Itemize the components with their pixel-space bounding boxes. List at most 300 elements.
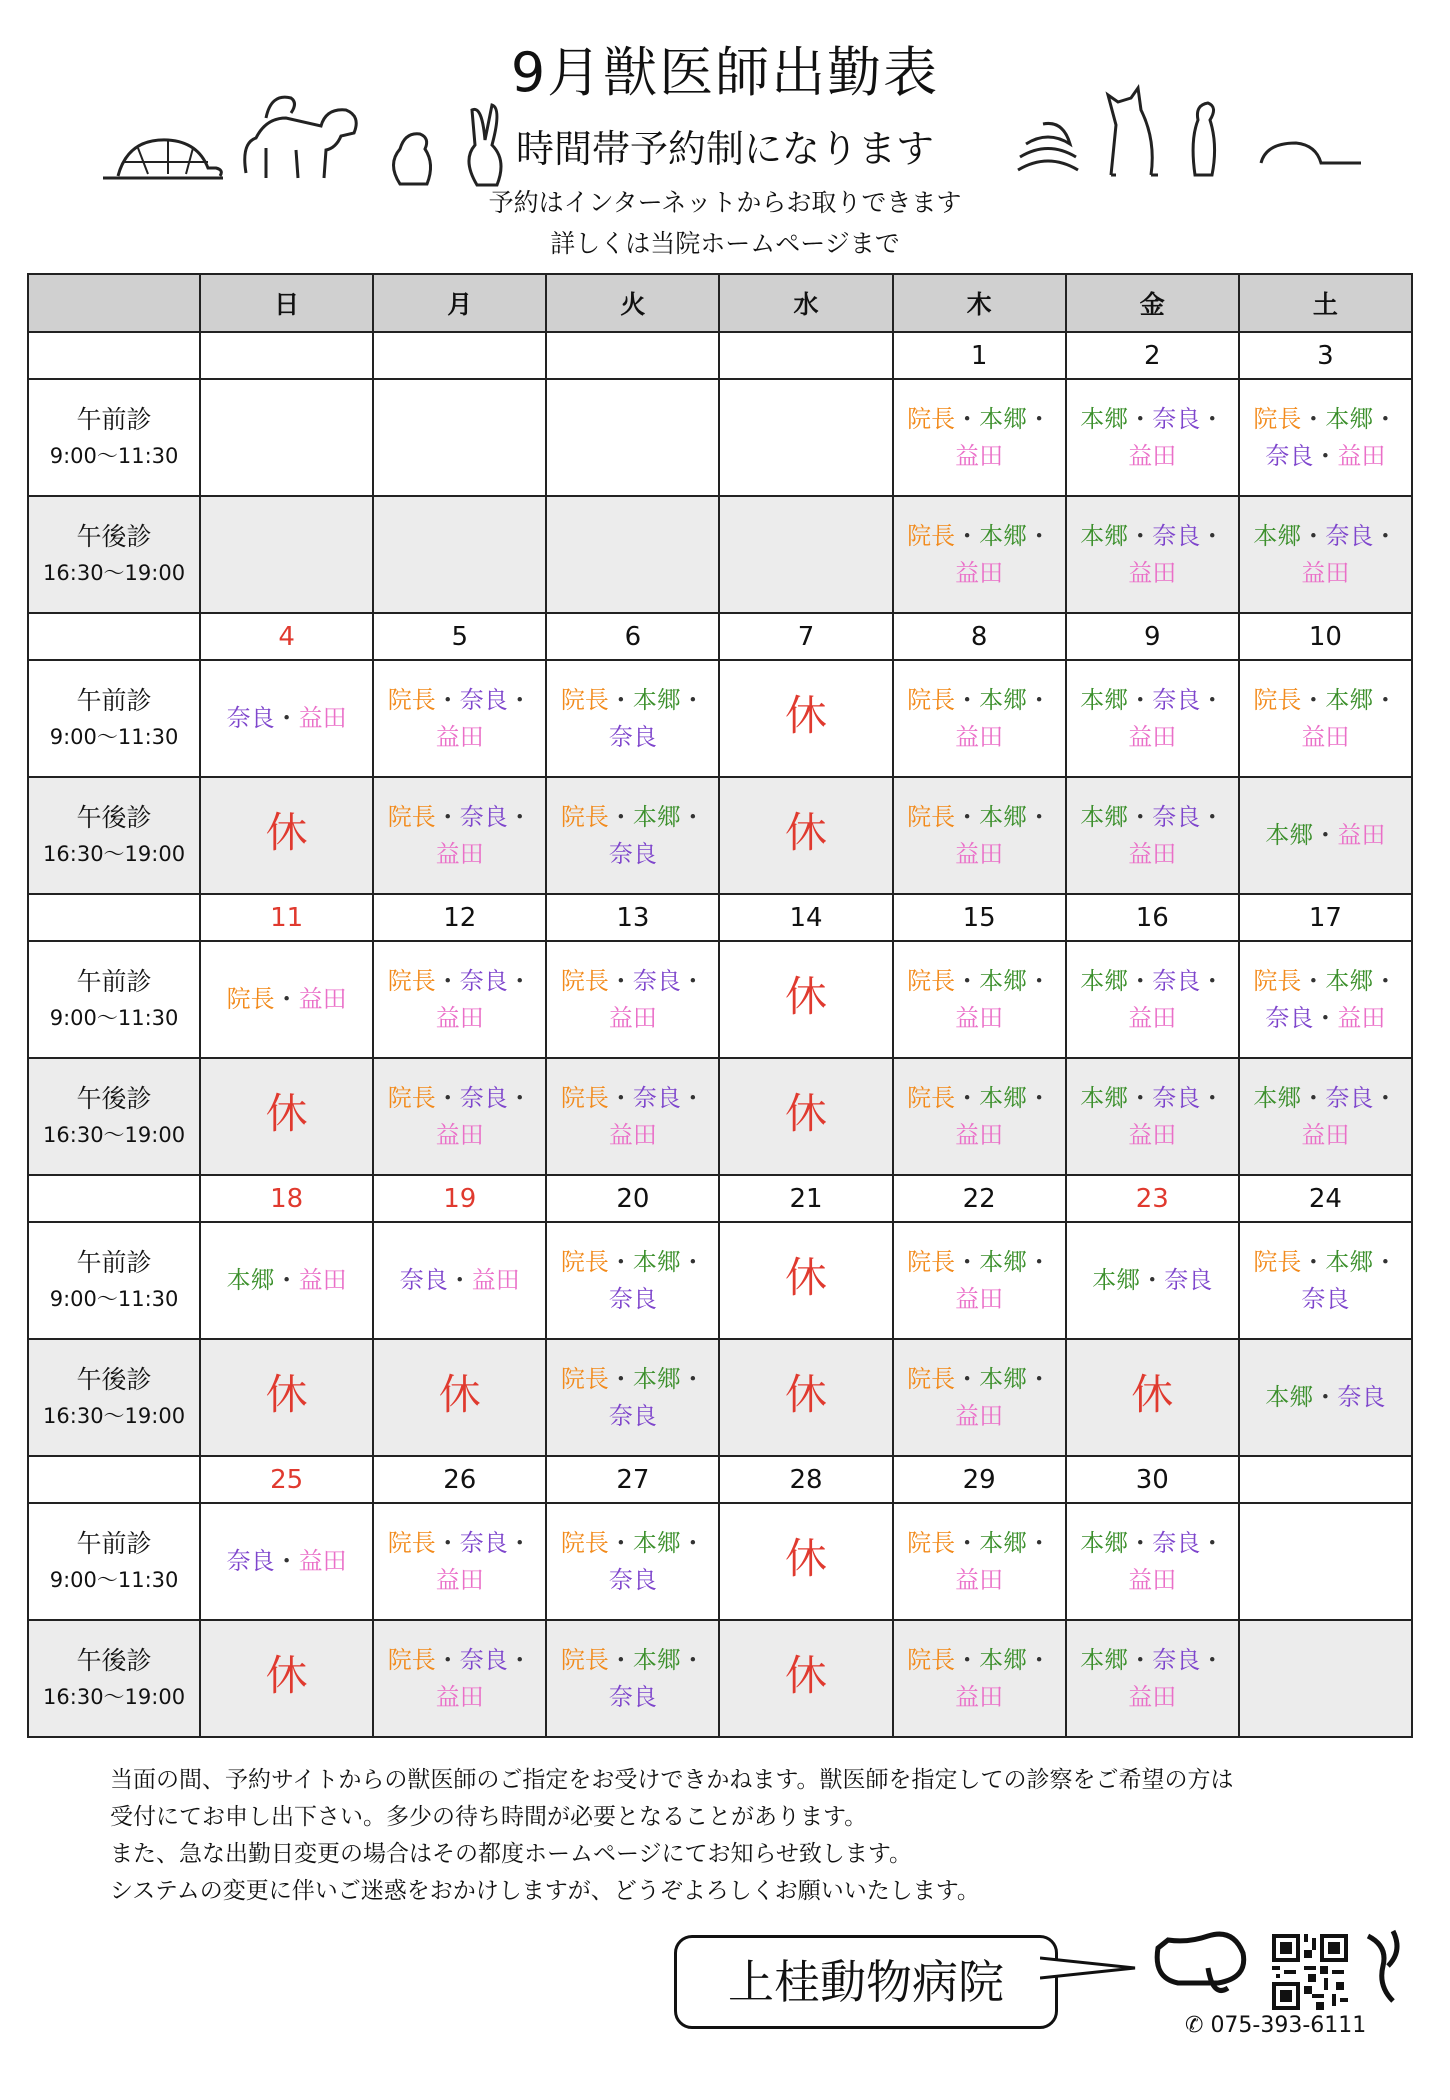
date-cell: 4 — [200, 613, 373, 660]
shift-cell — [200, 1058, 373, 1175]
mouse-icon — [1256, 133, 1366, 173]
shift-cell — [546, 1620, 719, 1737]
vet-name: 本郷 — [1080, 966, 1129, 995]
separator: ・ — [1128, 685, 1153, 714]
date-cell — [200, 332, 373, 379]
shift-cell — [893, 1058, 1066, 1175]
separator: ・ — [274, 985, 299, 1013]
closed-mark: 休 — [785, 1252, 828, 1302]
vet-name: 院長 — [560, 966, 609, 995]
separator: ・ — [1200, 802, 1225, 831]
closed-mark: 休 — [785, 807, 828, 857]
shift-cell — [373, 1058, 546, 1175]
am-label-cell — [28, 1222, 200, 1339]
vet-name: 益田 — [435, 1565, 484, 1594]
vet-name: 院長 — [560, 1528, 609, 1557]
vet-name: 院長 — [1253, 404, 1302, 433]
shift-cell — [719, 777, 892, 894]
vet-name: 奈良 — [1152, 521, 1201, 550]
shift-cell — [893, 1339, 1066, 1456]
vet-name: 益田 — [1301, 722, 1350, 751]
date-cell: 12 — [373, 894, 546, 941]
speech-bubble-tail — [1040, 1948, 1140, 1988]
vet-name: 益田 — [1128, 1565, 1177, 1594]
shift-cell — [893, 777, 1066, 894]
pm-label-cell — [28, 496, 200, 613]
vet-name: 益田 — [1128, 1120, 1177, 1149]
vet-name: 院長 — [907, 1528, 956, 1557]
vet-name: 益田 — [955, 441, 1004, 470]
vet-name: 奈良 — [632, 1083, 681, 1112]
vet-name: 益田 — [608, 1120, 657, 1149]
vet-name: 本郷 — [979, 966, 1028, 995]
shift-cell — [1239, 379, 1412, 496]
closed-mark: 休 — [265, 1088, 308, 1138]
vet-name: 益田 — [1128, 441, 1177, 470]
slot-time: 16:30〜19:00 — [43, 841, 186, 866]
separator: ・ — [608, 685, 633, 714]
separator: ・ — [507, 802, 532, 831]
vet-name: 奈良 — [1152, 404, 1201, 433]
separator: ・ — [955, 521, 980, 550]
separator: ・ — [608, 1645, 633, 1674]
weekday-header: 水 — [719, 274, 892, 332]
shift-cell — [373, 941, 546, 1058]
hospital-name: 上桂動物病院 — [674, 1935, 1058, 2029]
shift-cell — [373, 379, 546, 496]
separator: ・ — [1027, 1645, 1052, 1674]
vet-name: 奈良 — [1152, 1645, 1201, 1674]
shift-cell — [373, 1222, 546, 1339]
date-row — [28, 894, 1412, 941]
vet-name: 奈良 — [1301, 1284, 1350, 1313]
shift-cell — [719, 941, 892, 1058]
separator: ・ — [1027, 685, 1052, 714]
vet-name: 本郷 — [1253, 521, 1302, 550]
vet-name: 本郷 — [1080, 404, 1129, 433]
shift-cell — [200, 660, 373, 777]
date-row — [28, 613, 1412, 660]
closed-mark: 休 — [265, 1650, 308, 1700]
am-label-cell — [28, 941, 200, 1058]
date-cell: 3 — [1239, 332, 1412, 379]
slot-label: 午後診 — [76, 1083, 152, 1113]
vet-name: 益田 — [298, 704, 347, 732]
separator: ・ — [680, 1247, 705, 1276]
separator: ・ — [608, 966, 633, 995]
date-cell: 22 — [893, 1175, 1066, 1222]
vet-name: 院長 — [560, 1083, 609, 1112]
shift-cell — [1066, 1339, 1239, 1456]
separator: ・ — [435, 1528, 460, 1557]
separator: ・ — [1200, 685, 1225, 714]
vet-name: 益田 — [1128, 839, 1177, 868]
vet-name: 本郷 — [979, 1247, 1028, 1276]
vet-name: 院長 — [907, 1247, 956, 1276]
vet-name: 院長 — [907, 521, 956, 550]
vet-name: 本郷 — [1080, 1083, 1129, 1112]
vet-name: 奈良 — [1152, 685, 1201, 714]
shift-cell — [719, 1339, 892, 1456]
dog-logo-icon — [1148, 1928, 1258, 2008]
vet-name: 益田 — [435, 839, 484, 868]
vet-name: 本郷 — [979, 1364, 1028, 1393]
tail-icon — [1358, 1926, 1408, 2006]
weekday-header: 日 — [200, 274, 373, 332]
separator: ・ — [435, 802, 460, 831]
vet-name: 奈良 — [399, 1266, 448, 1294]
separator: ・ — [435, 685, 460, 714]
phone-number-text: 075-393-6111 — [1210, 2013, 1367, 2038]
shift-cell — [546, 1339, 719, 1456]
date-cell: 9 — [1066, 613, 1239, 660]
date-cell: 24 — [1239, 1175, 1412, 1222]
shift-cell — [1239, 496, 1412, 613]
vet-name: 益田 — [955, 722, 1004, 751]
separator: ・ — [274, 1266, 299, 1294]
vet-name: 院長 — [560, 1247, 609, 1276]
vet-name: 益田 — [435, 722, 484, 751]
vet-name: 本郷 — [979, 1645, 1028, 1674]
vet-name: 益田 — [608, 1003, 657, 1032]
date-cell: 1 — [893, 332, 1066, 379]
vet-name: 院長 — [560, 685, 609, 714]
footer-notice — [110, 1762, 1380, 1910]
closed-mark: 休 — [785, 1369, 828, 1419]
shift-cell — [1239, 1620, 1412, 1737]
pm-row — [28, 1339, 1412, 1456]
vet-name: 益田 — [298, 1266, 347, 1294]
vet-name: 院長 — [226, 985, 275, 1013]
slot-label: 午後診 — [76, 521, 152, 551]
shift-cell — [1066, 1620, 1239, 1737]
vet-name: 奈良 — [226, 1547, 275, 1575]
slot-label: 午前診 — [76, 685, 152, 715]
vet-name: 本郷 — [1325, 685, 1374, 714]
vet-name: 本郷 — [632, 1528, 681, 1557]
date-cell: 2 — [1066, 332, 1239, 379]
shift-cell — [546, 941, 719, 1058]
separator: ・ — [1027, 1364, 1052, 1393]
vet-name: 奈良 — [1164, 1266, 1213, 1294]
shift-cell — [1239, 1503, 1412, 1620]
date-cell: 29 — [893, 1456, 1066, 1503]
date-cell — [546, 332, 719, 379]
separator: ・ — [1128, 1083, 1153, 1112]
shift-cell — [200, 941, 373, 1058]
vet-name: 益田 — [1301, 558, 1350, 587]
date-cell: 10 — [1239, 613, 1412, 660]
notice-line: 受付にてお申し出下さい。多少の待ち時間が必要となることがあります。 — [110, 1804, 868, 1830]
am-row — [28, 1503, 1412, 1620]
vet-name: 益田 — [435, 1120, 484, 1149]
closed-mark: 休 — [785, 1533, 828, 1583]
vet-name: 本郷 — [979, 802, 1028, 831]
shift-cell — [546, 496, 719, 613]
closed-mark: 休 — [1131, 1369, 1174, 1419]
vet-name: 院長 — [387, 1645, 436, 1674]
date-cell: 30 — [1066, 1456, 1239, 1503]
slot-time: 9:00〜11:30 — [49, 724, 179, 749]
vet-name: 奈良 — [632, 966, 681, 995]
schedule-table — [27, 273, 1413, 1738]
shift-cell — [893, 496, 1066, 613]
shift-cell — [546, 777, 719, 894]
shift-cell — [546, 1503, 719, 1620]
date-cell: 21 — [719, 1175, 892, 1222]
separator: ・ — [507, 1528, 532, 1557]
shift-cell — [200, 1339, 373, 1456]
date-cell: 5 — [373, 613, 546, 660]
shift-cell — [1239, 1339, 1412, 1456]
separator: ・ — [507, 1083, 532, 1112]
date-cell: 8 — [893, 613, 1066, 660]
am-label-cell — [28, 1503, 200, 1620]
shift-cell — [373, 777, 546, 894]
homepage-note: 詳しくは当院ホームページまで — [550, 229, 900, 258]
vet-name: 益田 — [955, 1565, 1004, 1594]
closed-mark: 休 — [785, 1650, 828, 1700]
shift-cell — [893, 1620, 1066, 1737]
separator: ・ — [1200, 1645, 1225, 1674]
shift-cell — [1066, 777, 1239, 894]
vet-name: 奈良 — [459, 1083, 508, 1112]
vet-name: 院長 — [907, 404, 956, 433]
vet-name: 院長 — [387, 966, 436, 995]
vet-name: 奈良 — [608, 722, 657, 751]
vet-name: 本郷 — [979, 521, 1028, 550]
separator: ・ — [1027, 1083, 1052, 1112]
separator: ・ — [507, 685, 532, 714]
shift-cell — [373, 1339, 546, 1456]
weekday-header: 月 — [373, 274, 546, 332]
qr-code-icon[interactable] — [1272, 1934, 1348, 2010]
separator: ・ — [1313, 821, 1338, 849]
weekday-header: 金 — [1066, 274, 1239, 332]
shift-cell — [546, 1222, 719, 1339]
separator: ・ — [1200, 521, 1225, 550]
vet-name: 本郷 — [1080, 1645, 1129, 1674]
shift-cell — [1066, 379, 1239, 496]
header-corner — [28, 274, 200, 332]
am-row — [28, 660, 1412, 777]
separator: ・ — [435, 1083, 460, 1112]
vet-name: 奈良 — [608, 1284, 657, 1313]
vet-name: 本郷 — [1325, 966, 1374, 995]
separator: ・ — [955, 1247, 980, 1276]
snake-icon — [1008, 112, 1088, 177]
shift-cell — [546, 1058, 719, 1175]
weekday-header: 土 — [1239, 274, 1412, 332]
vet-name: 院長 — [387, 1528, 436, 1557]
separator: ・ — [1200, 404, 1225, 433]
vet-name: 奈良 — [1152, 802, 1201, 831]
phone-number — [1185, 2013, 1366, 2038]
separator: ・ — [1373, 1083, 1398, 1112]
vet-name: 奈良 — [1152, 1528, 1201, 1557]
date-cell: 18 — [200, 1175, 373, 1222]
vet-name: 奈良 — [608, 1565, 657, 1594]
separator: ・ — [680, 1645, 705, 1674]
separator: ・ — [1301, 1247, 1326, 1276]
vet-name: 益田 — [955, 1003, 1004, 1032]
date-cell — [1239, 1456, 1412, 1503]
shift-cell — [1066, 1058, 1239, 1175]
date-cell: 13 — [546, 894, 719, 941]
pm-row — [28, 1058, 1412, 1175]
shift-cell — [1239, 777, 1412, 894]
vet-name: 奈良 — [1325, 1083, 1374, 1112]
shift-cell — [373, 1620, 546, 1737]
date-cell: 27 — [546, 1456, 719, 1503]
vet-name: 院長 — [387, 1083, 436, 1112]
separator: ・ — [955, 966, 980, 995]
separator: ・ — [680, 1528, 705, 1557]
vet-name: 益田 — [435, 1682, 484, 1711]
separator: ・ — [1373, 966, 1398, 995]
vet-name: 本郷 — [632, 1645, 681, 1674]
separator: ・ — [1373, 404, 1398, 433]
weekday-header: 木 — [893, 274, 1066, 332]
shift-cell — [893, 379, 1066, 496]
vet-name: 本郷 — [979, 1528, 1028, 1557]
separator: ・ — [1128, 404, 1153, 433]
slot-label: 午前診 — [76, 1247, 152, 1277]
notice-line: また、急な出勤日変更の場合はその都度ホームページにてお知らせ致します。 — [110, 1841, 913, 1867]
vet-name: 益田 — [1128, 1003, 1177, 1032]
date-cell: 6 — [546, 613, 719, 660]
vet-name: 益田 — [1337, 821, 1386, 849]
separator: ・ — [955, 1645, 980, 1674]
shift-cell — [719, 660, 892, 777]
vet-name: 益田 — [1128, 1682, 1177, 1711]
weekday-header-row — [28, 274, 1412, 332]
vet-name: 院長 — [560, 1645, 609, 1674]
vet-name: 奈良 — [1152, 1083, 1201, 1112]
vet-name: 院長 — [560, 1364, 609, 1393]
separator: ・ — [1301, 521, 1326, 550]
vet-name: 益田 — [955, 839, 1004, 868]
separator: ・ — [955, 1083, 980, 1112]
vet-name: 奈良 — [226, 704, 275, 732]
vet-name: 院長 — [907, 685, 956, 714]
date-cell: 11 — [200, 894, 373, 941]
vet-name: 益田 — [955, 1284, 1004, 1313]
vet-name: 本郷 — [632, 685, 681, 714]
shift-cell — [1239, 941, 1412, 1058]
slot-time: 16:30〜19:00 — [43, 560, 186, 585]
vet-name: 本郷 — [1092, 1266, 1141, 1294]
date-cell: 14 — [719, 894, 892, 941]
meerkat-icon — [1180, 95, 1230, 180]
vet-name: 院長 — [907, 1083, 956, 1112]
separator: ・ — [1027, 404, 1052, 433]
separator: ・ — [1313, 1383, 1338, 1411]
separator: ・ — [1140, 1266, 1165, 1294]
separator: ・ — [1128, 966, 1153, 995]
notice-line: 当面の間、予約サイトからの獣医師のご指定をお受けできかねます。獣医師を指定しての診察をご希望の方は — [110, 1767, 1234, 1793]
vet-name: 本郷 — [632, 1364, 681, 1393]
date-row — [28, 1456, 1412, 1503]
vet-name: 本郷 — [1080, 1528, 1129, 1557]
vet-name: 本郷 — [632, 1247, 681, 1276]
vet-name: 本郷 — [979, 404, 1028, 433]
separator: ・ — [1027, 521, 1052, 550]
vet-name: 益田 — [1337, 441, 1386, 470]
vet-name: 奈良 — [1265, 1003, 1314, 1032]
slot-label: 午後診 — [76, 1364, 152, 1394]
separator: ・ — [1200, 966, 1225, 995]
vet-name: 本郷 — [1080, 685, 1129, 714]
separator: ・ — [955, 1528, 980, 1557]
separator: ・ — [507, 966, 532, 995]
separator: ・ — [1128, 1645, 1153, 1674]
shift-cell — [1066, 1222, 1239, 1339]
shift-cell — [373, 1503, 546, 1620]
shift-cell — [200, 777, 373, 894]
vet-name: 奈良 — [1265, 441, 1314, 470]
phone-icon: ✆ — [1185, 2013, 1204, 2038]
vet-name: 益田 — [955, 1682, 1004, 1711]
separator: ・ — [1128, 521, 1153, 550]
separator: ・ — [1128, 802, 1153, 831]
separator: ・ — [1301, 966, 1326, 995]
pm-row — [28, 496, 1412, 613]
shift-cell — [1066, 1503, 1239, 1620]
separator: ・ — [680, 802, 705, 831]
separator: ・ — [1301, 685, 1326, 714]
slot-time: 16:30〜19:00 — [43, 1403, 186, 1428]
pm-label-cell — [28, 1620, 200, 1737]
date-row-label — [28, 332, 200, 379]
date-cell: 28 — [719, 1456, 892, 1503]
separator: ・ — [274, 704, 299, 732]
vet-name: 本郷 — [1325, 1247, 1374, 1276]
vet-name: 本郷 — [1080, 802, 1129, 831]
separator: ・ — [608, 1083, 633, 1112]
separator: ・ — [680, 1083, 705, 1112]
page-title: 9月獣医師出勤表 — [510, 41, 940, 104]
vet-name: 院長 — [1253, 1247, 1302, 1276]
vet-name: 奈良 — [459, 802, 508, 831]
vet-name: 院長 — [1253, 685, 1302, 714]
shift-cell — [546, 660, 719, 777]
vet-name: 益田 — [955, 1120, 1004, 1149]
vet-name: 奈良 — [1325, 521, 1374, 550]
vet-name: 奈良 — [1337, 1383, 1386, 1411]
weekday-header: 火 — [546, 274, 719, 332]
vet-name: 院長 — [907, 1645, 956, 1674]
date-cell: 15 — [893, 894, 1066, 941]
separator: ・ — [680, 966, 705, 995]
vet-name: 益田 — [1337, 1003, 1386, 1032]
separator: ・ — [1301, 404, 1326, 433]
vet-name: 院長 — [387, 685, 436, 714]
vet-name: 本郷 — [632, 802, 681, 831]
separator: ・ — [1373, 521, 1398, 550]
separator: ・ — [955, 404, 980, 433]
slot-label: 午前診 — [76, 966, 152, 996]
separator: ・ — [1128, 1528, 1153, 1557]
separator: ・ — [680, 685, 705, 714]
am-row — [28, 379, 1412, 496]
vet-name: 院長 — [907, 1364, 956, 1393]
separator: ・ — [1027, 966, 1052, 995]
separator: ・ — [1373, 1247, 1398, 1276]
vet-name: 奈良 — [608, 1682, 657, 1711]
cat-icon — [1096, 80, 1166, 180]
closed-mark: 休 — [785, 690, 828, 740]
